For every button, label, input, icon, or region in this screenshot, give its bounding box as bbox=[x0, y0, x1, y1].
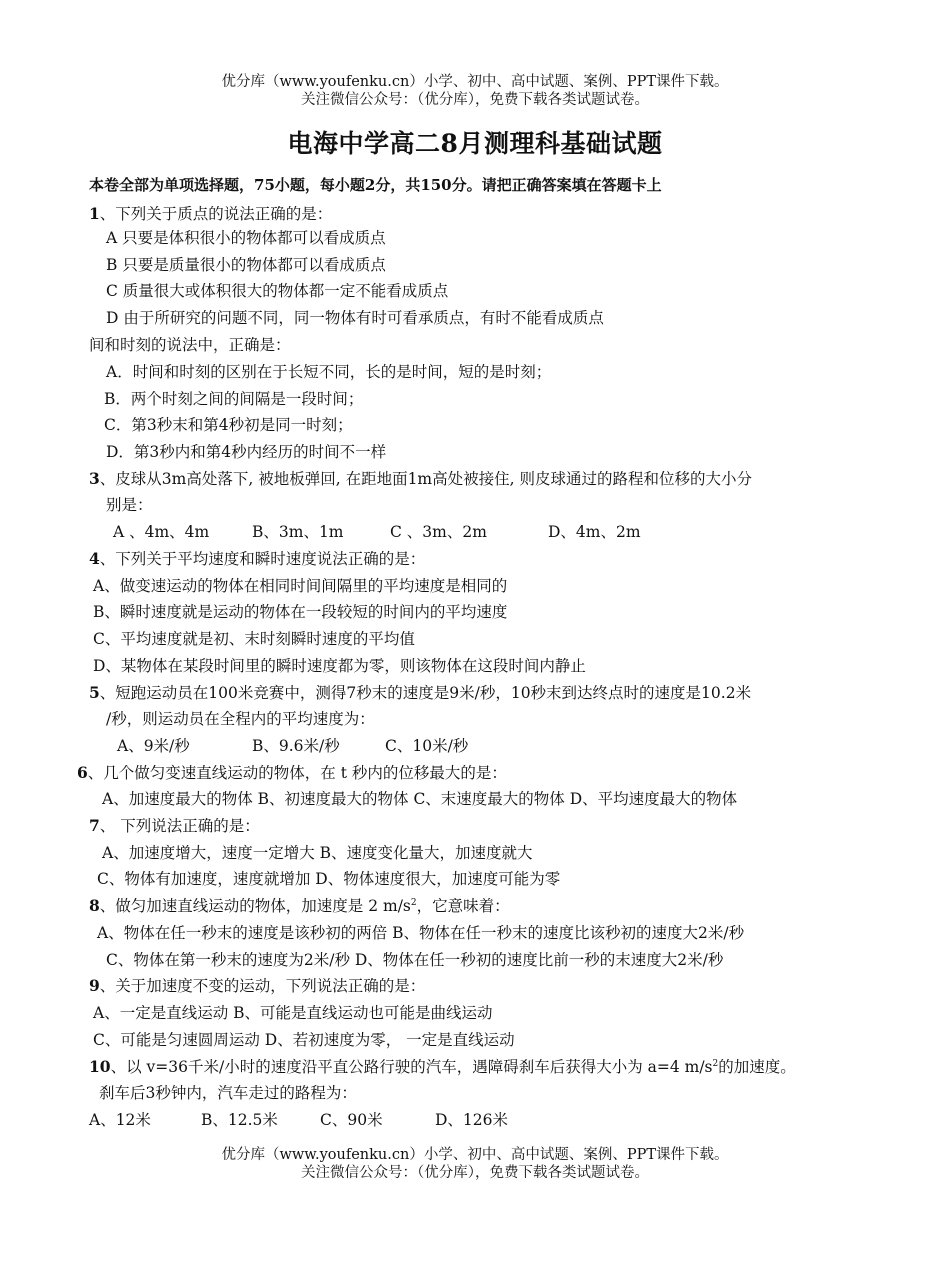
question-3-stem bbox=[89, 466, 752, 493]
question-8-stem bbox=[89, 893, 510, 920]
question-2-option-a: A．时间和时刻的区别在于长短不同，长的是时间，短的是时刻； bbox=[106, 363, 552, 381]
question-9-stem bbox=[89, 973, 425, 1000]
question-2-option-c: C．第3秒末和第4秒初是同一时刻； bbox=[104, 416, 353, 434]
question-text: 、下列关于平均速度和瞬时速度说法正确的是： bbox=[99, 550, 426, 568]
question-number: 1 bbox=[89, 204, 100, 223]
question-3-option-a: A 、4m、4m bbox=[113, 523, 210, 541]
question-text: 、关于加速度不变的运动，下列说法正确的是： bbox=[99, 977, 426, 995]
question-text-end: ，它意味着： bbox=[416, 897, 510, 915]
question-2-stem: 间和时刻的说法中，正确是： bbox=[89, 336, 291, 354]
footer-banner-line-1: 优分库（www.youfenku.cn）小学、初中、高中试题、案例、PPT课件下载。 bbox=[221, 1147, 729, 1163]
question-7-stem bbox=[89, 813, 260, 840]
footer-banner bbox=[0, 1146, 950, 1182]
question-1-option-c: C 质量很大或体积很大的物体都一定不能看成质点 bbox=[106, 282, 449, 300]
question-1-option-b: B 只要是质量很小的物体都可以看成质点 bbox=[106, 256, 386, 274]
question-5-option-a: A、9米/秒 bbox=[117, 737, 190, 755]
question-5-option-b: B、9.6米/秒 bbox=[252, 737, 340, 755]
question-text: 、下列关于质点的说法正确的是： bbox=[99, 205, 333, 223]
question-number: 7 bbox=[89, 816, 100, 835]
header-banner-line-2: 关注微信公众号：（优分库），免费下载各类试题试卷。 bbox=[301, 92, 649, 108]
question-number: 8 bbox=[89, 896, 100, 915]
question-number: 5 bbox=[89, 683, 100, 702]
superscript: 2 bbox=[410, 897, 417, 908]
question-7-options-ab: A、加速度增大，速度一定增大 B、速度变化量大，加速度就大 bbox=[102, 844, 533, 862]
question-number: 9 bbox=[89, 976, 100, 995]
question-1-stem bbox=[89, 201, 332, 228]
question-5-stem bbox=[89, 680, 751, 707]
question-4-option-b: B、瞬时速度就是运动的物体在一段较短的时间内的平均速度 bbox=[93, 603, 508, 621]
question-10-option-b: B、12.5米 bbox=[201, 1111, 278, 1129]
question-text: 、短跑运动员在100米竞赛中，测得7秒末的速度是9米/秒，10秒末到达终点时的速度是10.2米 bbox=[99, 684, 752, 702]
question-10-stem bbox=[89, 1054, 796, 1081]
question-10-option-d: D、126米 bbox=[435, 1111, 509, 1129]
question-10-stem-continued: 刹车后3秒钟内，汽车走过的路程为： bbox=[99, 1084, 357, 1102]
question-text: 、以 v=36千米/小时的速度沿平直公路行驶的汽车，遇障碍刹车后获得大小为 a=4 m/s bbox=[110, 1058, 713, 1076]
question-6-options: A、加速度最大的物体 B、初速度最大的物体 C、末速度最大的物体 D、平均速度最大的物体 bbox=[102, 790, 738, 808]
question-8-options-ab: A、物体在任一秒末的速度是该秒初的两倍 B、物体在任一秒末的速度比该秒初的速度大2米/秒 bbox=[97, 924, 745, 942]
question-2-option-d: D．第3秒内和第4秒内经历的时间不一样 bbox=[106, 443, 387, 461]
page-title: 电海中学高二8月测理科基础试题 bbox=[287, 129, 663, 158]
question-4-stem bbox=[89, 546, 425, 573]
question-3-option-c: C 、3m、2m bbox=[390, 523, 487, 541]
question-number: 3 bbox=[89, 469, 100, 488]
question-text: 、皮球从3m高处落下, 被地板弹回, 在距地面1m高处被接住, 则皮球通过的路程和位移的大小分 bbox=[99, 470, 752, 488]
question-1-option-a: A 只要是体积很小的物体都可以看成质点 bbox=[106, 229, 386, 247]
question-3-option-b: B、3m、1m bbox=[252, 523, 344, 541]
question-text: 、做匀加速直线运动的物体，加速度是 2 m/s bbox=[99, 897, 411, 915]
header-banner-line-1: 优分库（www.youfenku.cn）小学、初中、高中试题、案例、PPT课件下载。 bbox=[221, 74, 729, 90]
question-10-option-a: A、12米 bbox=[89, 1111, 151, 1129]
question-9-options-cd: C、可能是匀速圆周运动 D、若初速度为零， 一定是直线运动 bbox=[93, 1031, 515, 1049]
question-7-options-cd: C、物体有加速度，速度就增加 D、物体速度很大，加速度可能为零 bbox=[97, 870, 561, 888]
question-4-option-a: A、做变速运动的物体在相同时间间隔里的平均速度是相同的 bbox=[93, 577, 508, 595]
question-number: 4 bbox=[89, 549, 100, 568]
question-2-option-b: B．两个时刻之间的间隔是一段时间； bbox=[104, 390, 364, 408]
question-4-option-d: D、某物体在某段时间里的瞬时速度都为零，则该物体在这段时间内静止 bbox=[93, 657, 586, 675]
question-4-option-c: C、平均速度就是初、末时刻瞬时速度的平均值 bbox=[93, 630, 415, 648]
question-1-option-d: D 由于所研究的问题不同，同一物体有时可看承质点，有时不能看成质点 bbox=[106, 309, 604, 327]
question-5-option-c: C、10米/秒 bbox=[385, 737, 469, 755]
footer-banner-line-2: 关注微信公众号：（优分库），免费下载各类试题试卷。 bbox=[301, 1165, 649, 1181]
question-6-stem bbox=[77, 760, 507, 787]
question-5-stem-continued: /秒，则运动员在全程内的平均速度为： bbox=[106, 710, 375, 728]
question-10-option-c: C、90米 bbox=[320, 1111, 383, 1129]
header-banner bbox=[0, 73, 950, 109]
question-number: 6 bbox=[77, 763, 88, 782]
question-8-options-cd: C、物体在第一秒末的速度为2米/秒 D、物体在任一秒初的速度比前一秒的末速度大2米/秒 bbox=[106, 951, 724, 969]
question-text-end: 的加速度。 bbox=[718, 1058, 796, 1076]
question-text: 、 下列说法正确的是： bbox=[99, 817, 260, 835]
question-3-option-d: D、4m、2m bbox=[548, 523, 641, 541]
superscript: 2 bbox=[712, 1058, 719, 1069]
question-text: 、几个做匀变速直线运动的物体，在 t 秒内的位移最大的是： bbox=[87, 764, 507, 782]
question-number: 10 bbox=[89, 1057, 111, 1076]
question-3-stem-continued: 别是： bbox=[106, 496, 153, 514]
question-9-options-ab: A、一定是直线运动 B、可能是直线运动也可能是曲线运动 bbox=[93, 1004, 493, 1022]
exam-instructions: 本卷全部为单项选择题，75小题，每小题2分，共150分。请把正确答案填在答题卡上 bbox=[89, 176, 662, 194]
